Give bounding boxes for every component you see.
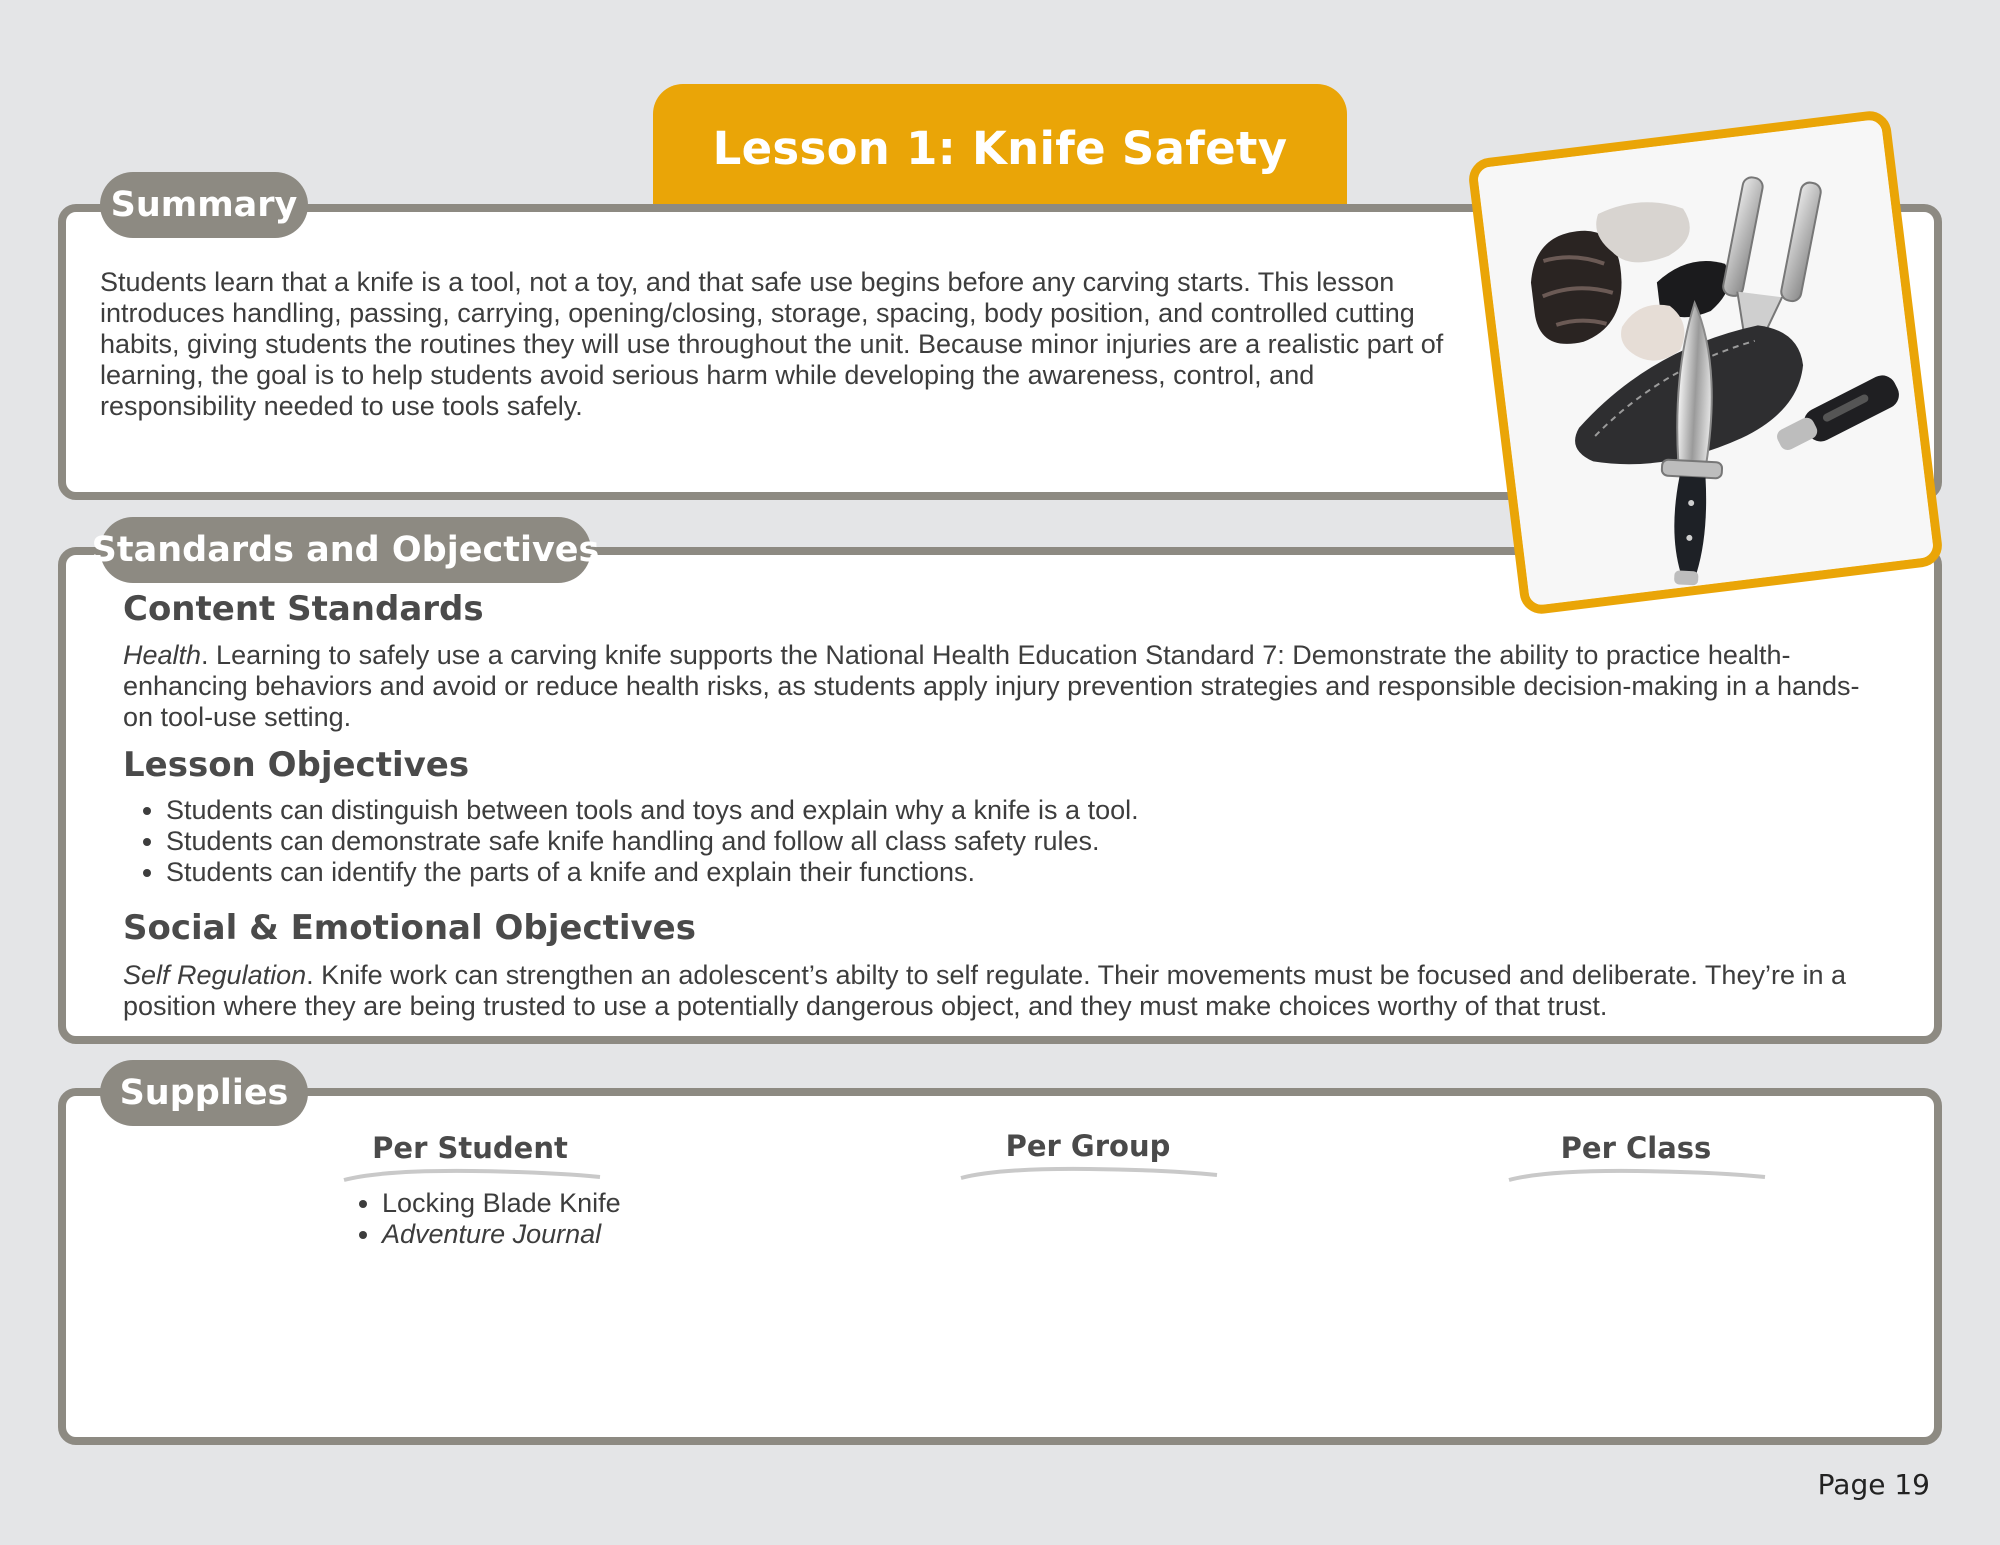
summary-text: Students learn that a knife is a tool, not a toy, and that safe use begins before any carving starts. This lesson introduces handling, passing, carrying, opening/closing, storage, spacing, body position, and controlled cutting habits, giving students the routines they will use throughout the unit. Because minor injuries are a realistic part of learning, the goal is to help students avoid serious harm while developing the awareness, control, and responsibility needed to use tools safely. [100, 267, 1444, 421]
content-standards-heading: Content Standards [123, 589, 484, 629]
sel-body: . Knife work can strengthen an adolescent’s abilty to self regulate. Their movements must be focused and deliberate. They’re in a position where they are being trusted to use a potentially dangerous object, and they must make choices worthy of that trust. [123, 960, 1846, 1021]
standards-panel [58, 547, 1942, 1044]
sel-lead: Self Regulation [123, 960, 307, 990]
list-item: • Students can distinguish between tools and toys and explain why a knife is a tool. [166, 795, 1906, 826]
standards-label: Standards and Objectives [100, 517, 591, 583]
per-student-list [348, 1188, 621, 1250]
content-standards-text [123, 640, 1883, 733]
title-tab [653, 84, 1347, 208]
lesson-objectives-list [123, 795, 1906, 888]
list-item: • Students can identify the parts of a knife and explain their functions. [166, 857, 1906, 888]
content-standards-body: . Learning to safely use a carving knife supports the National Health Education Standard 7: Demonstrate the ability to practice health-enhancing behaviors and avoid or reduce health risks, as students apply injury prevention strategies and responsible decision-making in a hands-on tool-use setting. [123, 640, 1860, 732]
supplies-label: Supplies [100, 1060, 308, 1126]
knife-and-rocks-illustration [1477, 119, 1935, 606]
per-student-heading: Per Student [372, 1131, 568, 1165]
page-title: Lesson 1: Knife Safety [712, 122, 1288, 175]
list-item: • Locking Blade Knife [382, 1188, 621, 1219]
lesson-objectives-heading: Lesson Objectives [123, 745, 470, 785]
list-item: • Students can demonstrate safe knife handling and follow all class safety rules. [166, 826, 1906, 857]
sel-objectives-text [123, 960, 1893, 1022]
supplies-panel [58, 1088, 1942, 1445]
per-class-heading: Per Class [1560, 1131, 1712, 1165]
content-standards-lead: Health [123, 640, 202, 670]
list-item: • Adventure Journal [382, 1219, 621, 1250]
knife-photo [1467, 109, 1945, 616]
per-group-heading: Per Group [1005, 1129, 1171, 1163]
sel-objectives-heading: Social & Emotional Objectives [123, 908, 696, 948]
page-number: Page 19 [1817, 1468, 1930, 1501]
per-class-underline [1507, 1168, 1767, 1184]
per-group-underline [959, 1166, 1219, 1182]
per-student-underline [342, 1168, 602, 1184]
summary-label: Summary [100, 172, 308, 238]
